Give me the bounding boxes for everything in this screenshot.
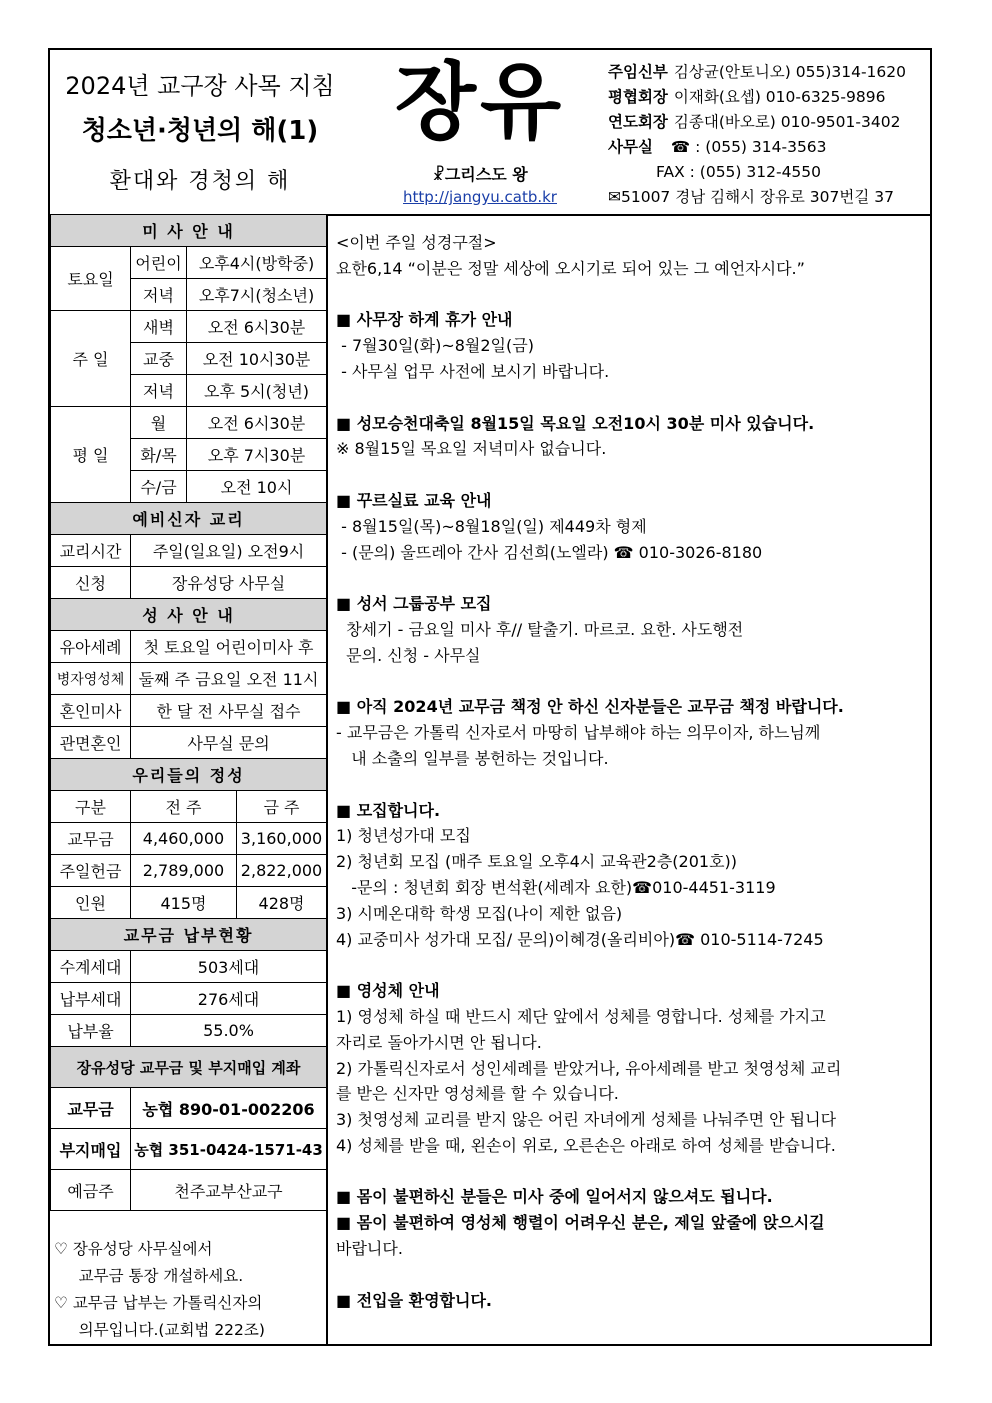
spacer [336, 1159, 926, 1185]
guideline-line2: 청소년·청년의 해(1) [81, 116, 319, 146]
notice-line: ■ 모집합니다. [336, 800, 441, 820]
contact-list [608, 60, 928, 210]
info-table: 미 사 안 내 토요일 어린이 오후4시(방학중) 저녁 오후7시(청소년) 주 일 새벽 오전 6시30분 교중 오전 10시30분 저녁 오후 5시(청년) 평 일 월 오전 6시30분 화/목 오후 7시30분 수/금 오전 10시 예비신자 교리 교리시간 주일(일요일) 오전9시 신청 장유성당 사무실 성 사 안 내 유아세례 첫 토요일 어린이미사 후 병자영성체 둘째 주 금요일 오전 11시 혼인미사 한 달 전 사무실 접수 관면혼인 사무실 문의 우리들의 정성 구분 전 주 금 주 교무금 4,460,000 3,160,000 주일헌금 2,789,000 2,822,000 인원 415명 428명 교무금 납부현황 수계세대 503세대 납부세대 276세대 납부율 55.0% 장유성당 교무금 및 부지매입 계좌 교무금 농협 890-01-002206 부지매입 농협 351-0424-1571-43 예금주 천주교부산교구 [50, 214, 327, 1211]
spacer [336, 462, 926, 488]
notice-line: 내 소출의 일부를 봉헌하는 것입니다. [336, 748, 609, 768]
notice-line: 바랍니다. [336, 1239, 403, 1259]
notice-line: 자리로 돌아가시면 안 됩니다. [336, 1032, 542, 1052]
offerings-title: 우리들의 정성 [51, 759, 327, 791]
notices-column [336, 230, 926, 1313]
notice-line: 요한6,14 “이분은 정말 세상에 오시기로 되어 있는 그 예언자시다.” [336, 258, 805, 278]
pastoral-guideline [50, 50, 350, 214]
notice-line: 3) 시메온대학 학생 모집(나이 제한 없음) [336, 903, 623, 923]
notice-line: ■ 사무장 하계 휴가 안내 [336, 310, 513, 330]
notice-line: - 7월30일(화)~8월2일(금) [336, 336, 534, 356]
info-sidebar [50, 214, 328, 1346]
notice-line: 3) 첫영성체 교리를 받지 않은 어린 자녀에게 성체를 나눠주면 안 됩니다 [336, 1110, 837, 1130]
bulletin-page [48, 48, 932, 1346]
notice-line: - 사무실 업무 사전에 보시기 바랍니다. [336, 361, 610, 381]
notice-line: 창세기 - 금요일 미사 후// 탈출기. 마르코. 요한. 사도행전 [336, 619, 744, 639]
mass-title: 미 사 안 내 [51, 215, 327, 247]
spacer [336, 385, 926, 411]
notice-line: ■ 영성체 안내 [336, 981, 440, 1001]
parish-brand [360, 50, 600, 214]
notice-line: ■ 성모승천대축일 8월15일 목요일 오전10시 30분 미사 있습니다. [336, 413, 815, 433]
sunday-label: 주 일 [51, 311, 131, 407]
notice-line: ※ 8월15일 목요일 저녁미사 없습니다. [336, 439, 607, 459]
notice-line: 4) 교중미사 성가대 모집/ 문의)이혜경(올리비아)☎ 010-5114-7245 [336, 929, 824, 949]
website-link[interactable]: http://jangyu.catb.kr [403, 188, 557, 206]
spacer [336, 565, 926, 591]
notice-line: ■ 꾸르실료 교육 안내 [336, 490, 492, 510]
header [50, 50, 930, 216]
contact-row: ✉51007 경남 김해시 장유로 307번길 37 [608, 188, 894, 206]
accounts-title: 장유성당 교무금 및 부지매입 계좌 [51, 1047, 327, 1088]
motto: ☧그리스도 왕 [432, 165, 528, 184]
contact-row: 평협회장 이재화(요셉) 010-6325-9896 [608, 88, 886, 106]
notice-line: 문의. 신청 - 사무실 [336, 645, 481, 665]
spacer [336, 952, 926, 978]
contact-row: 연도회장 김종대(바오로) 010-9501-3402 [608, 113, 901, 131]
notice-line: -문의 : 청년회 회장 변석환(세례자 요한)☎010-4451-3119 [336, 877, 776, 897]
notice-line: 1) 영성체 하실 때 반드시 제단 앞에서 성체를 영합니다. 성체를 가지고 [336, 1006, 826, 1026]
notice-line: ■ 아직 2024년 교무금 책정 안 하신 신자분들은 교무금 책정 바랍니다. [336, 697, 844, 717]
notice-line: ■ 몸이 불편하신 분들은 미사 중에 일어서지 않으셔도 됩니다. [336, 1187, 773, 1207]
notice-line: ■ 성서 그룹공부 모집 [336, 594, 492, 614]
notice-line: 1) 청년성가대 모집 [336, 826, 471, 846]
notice-line: - (문의) 울뜨레아 간사 김선희(노엘라) ☎ 010-3026-8180 [336, 542, 763, 562]
saturday-label: 토요일 [51, 247, 131, 311]
guideline-line1: 2024년 교구장 사목 지침 [65, 72, 335, 100]
spacer [336, 669, 926, 695]
notice-line: 2) 청년회 모집 (매주 토요일 오후4시 교육관2층(201호)) [336, 852, 738, 872]
contact-row: 사무실 ☎ : (055) 314-3563 [608, 138, 827, 156]
spacer [336, 282, 926, 308]
notice-line: 4) 성체를 받을 때, 왼손이 위로, 오른손은 아래로 하여 성체를 받습니다. [336, 1135, 836, 1155]
notice-line: <이번 주일 성경구절> [336, 233, 497, 252]
weekday-label: 평 일 [51, 407, 131, 503]
guideline-line3: 환대와 경청의 해 [109, 169, 291, 194]
spacer [336, 1262, 926, 1288]
dues-notes: ♡ 장유성당 사무실에서 교무금 통장 개설하세요. ♡ 교무금 납부는 가톨릭신자의 의무입니다.(교회법 222조) [54, 1240, 265, 1339]
sacraments-title: 성 사 안 내 [51, 599, 327, 631]
notice-line: - 교무금은 가톨릭 신자로서 마땅히 납부해야 하는 의무이자, 하느님께 [336, 723, 821, 743]
catechumen-title: 예비신자 교리 [51, 503, 327, 535]
notice-line: - 8월15일(목)~8월18일(일) 제449차 형제 [336, 516, 647, 536]
notice-line: 2) 가톨릭신자로서 성인세례를 받았거나, 유아세례를 받고 첫영성체 교리 [336, 1058, 842, 1078]
notice-line: ■ 몸이 불편하여 영성체 행렬이 어려우신 분은, 제일 앞줄에 앉으시길 [336, 1213, 825, 1233]
contact-row: FAX : (055) 312-4550 [656, 163, 822, 181]
dues-title: 교무금 납부현황 [51, 919, 327, 951]
spacer [336, 772, 926, 798]
notice-line: ■ 전입을 환영합니다. [336, 1290, 492, 1310]
contact-row: 주임신부 김상균(안토니오) 055)314-1620 [608, 63, 906, 81]
notice-line: 를 받은 신자만 영성체를 할 수 있습니다. [336, 1084, 619, 1104]
parish-logo: 장유 [394, 53, 566, 151]
